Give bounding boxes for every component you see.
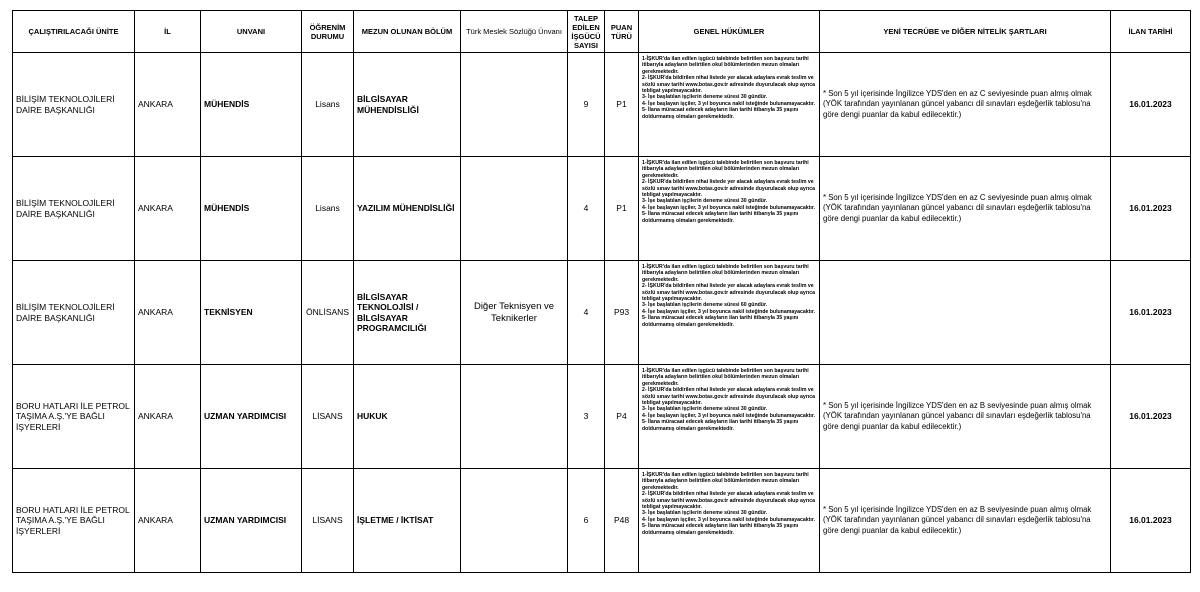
cell-ogrenim: LİSANS <box>302 469 354 573</box>
cell-unvan: UZMAN YARDIMCISI <box>201 365 302 469</box>
header-talep: TALEP EDİLEN İŞGÜCÜ SAYISI <box>568 11 605 53</box>
job-listing-document <box>12 10 1191 573</box>
cell-meslek <box>461 53 568 157</box>
cell-il: ANKARA <box>135 469 201 573</box>
cell-talep: 4 <box>568 261 605 365</box>
header-il: İL <box>135 11 201 53</box>
cell-yeni: * Son 5 yıl içerisinde İngilizce YDS'den en az C seviyesinde puan almış olmak (YÖK tarafından yayınlanan güncel yabancı dil sınavları eşdeğerlik tablosu'na göre dengi puanlar da kabul edilecektir.) <box>820 53 1111 157</box>
header-ilan: İLAN TARİHİ <box>1111 11 1191 53</box>
header-ogrenim: ÖĞRENİM DURUMU <box>302 11 354 53</box>
cell-il: ANKARA <box>135 365 201 469</box>
cell-unvan: MÜHENDİS <box>201 53 302 157</box>
cell-unvan: MÜHENDİS <box>201 157 302 261</box>
header-meslek: Türk Meslek Sözlüğü Ünvanı <box>461 11 568 53</box>
header-puan: PUAN TÜRÜ <box>605 11 639 53</box>
cell-talep: 3 <box>568 365 605 469</box>
cell-yeni <box>820 261 1111 365</box>
header-unvani: UNVANI <box>201 11 302 53</box>
cell-ogrenim: LİSANS <box>302 365 354 469</box>
cell-unite: BORU HATLARI İLE PETROL TAŞIMA A.Ş.'YE BAĞLI İŞYERLERİ <box>13 469 135 573</box>
cell-unvan: TEKNİSYEN <box>201 261 302 365</box>
cell-yeni: * Son 5 yıl içerisinde İngilizce YDS'den en az C seviyesinde puan almış olmak (YÖK tarafından yayınlanan güncel yabancı dil sınavları eşdeğerlik tablosu'na göre dengi puanlar da kabul edilecektir.) <box>820 157 1111 261</box>
cell-talep: 9 <box>568 53 605 157</box>
cell-genel: 1-İŞKUR'da ilan edilen işgücü talebinde belirtilen son başvuru tarihi itibarıyla adayların belirtilen okul bölümlerinden mezun olmaları gerekmektedir. 2- İŞKUR'da bildirilen nihai listede yer alacak adaylara evrak teslim ve sözlü sınav tarihi www.botas.gov.tr adresinde duyurulacak olup ayrıca tebligat yapılmayacaktır. 3- İşe başlatılan işçilerin deneme süresi 30 gündür. 4- İşe başlayan işçiler, 3 yıl boyunca nakil isteğinde bulunamayacaktır. 5- İlana müracaat edecek adayların ilan tarihi itibarıyla 35 yaşını doldurmamış olmaları gerekmektedir. <box>639 469 820 573</box>
cell-tarih: 16.01.2023 <box>1111 53 1191 157</box>
cell-meslek <box>461 365 568 469</box>
header-unite: ÇALIŞTIRILACAĞI ÜNİTE <box>13 11 135 53</box>
header-mezun: MEZUN OLUNAN BÖLÜM <box>354 11 461 53</box>
cell-genel: 1-İŞKUR'da ilan edilen işgücü talebinde belirtilen son başvuru tarihi itibarıyla adayların belirtilen okul bölümlerinden mezun olmaları gerekmektedir. 2- İŞKUR'da bildirilen nihai listede yer alacak adaylara evrak teslim ve sözlü sınav tarihi www.botas.gov.tr adresinde duyurulacak olup ayrıca tebligat yapılmayacaktır. 3- İşe başlatılan işçilerin deneme süresi 30 gündür. 4- İşe başlayan işçiler, 3 yıl boyunca nakil isteğinde bulunamayacaktır. 5- İlana müracaat edecek adayların ilan tarihi itibarıyla 35 yaşını doldurmamış olmaları gerekmektedir. <box>639 53 820 157</box>
cell-il: ANKARA <box>135 261 201 365</box>
table-header-row <box>13 11 1191 53</box>
table-row <box>13 365 1191 469</box>
cell-unvan: UZMAN YARDIMCISI <box>201 469 302 573</box>
cell-meslek <box>461 157 568 261</box>
cell-bolum: YAZILIM MÜHENDİSLİĞİ <box>354 157 461 261</box>
cell-genel: 1-İŞKUR'da ilan edilen işgücü talebinde belirtilen son başvuru tarihi itibarıyla adayların belirtilen okul bölümlerinden mezun olmaları gerekmektedir. 2- İŞKUR'da bildirilen nihai listede yer alacak adaylara evrak teslim ve sözlü sınav tarihi www.botas.gov.tr adresinde duyurulacak olup ayrıca tebligat yapılmayacaktır. 3- İşe başlatılan işçilerin deneme süresi 60 gündür. 4- İşe başlayan işçiler, 3 yıl boyunca nakil isteğinde bulunamayacaktır. 5- İlana müracaat edecek adayların ilan tarihi itibarıyla 35 yaşını doldurmamış olmaları gerekmektedir. <box>639 261 820 365</box>
cell-puan: P1 <box>605 157 639 261</box>
cell-unite: BİLİŞİM TEKNOLOJİLERİ DAİRE BAŞKANLIĞI <box>13 261 135 365</box>
cell-puan: P48 <box>605 469 639 573</box>
cell-yeni: * Son 5 yıl içerisinde İngilizce YDS'den en az B seviyesinde puan almış olmak (YÖK tarafından yayınlanan güncel yabancı dil sınavları eşdeğerlik tablosu'na göre dengi puanlar da kabul edilecektir.) <box>820 469 1111 573</box>
cell-bolum: BİLGİSAYAR TEKNOLOJİSİ / BİLGİSAYAR PROGRAMCILIĞI <box>354 261 461 365</box>
cell-puan: P4 <box>605 365 639 469</box>
cell-ogrenim: Lisans <box>302 157 354 261</box>
cell-puan: P93 <box>605 261 639 365</box>
cell-talep: 4 <box>568 157 605 261</box>
cell-yeni: * Son 5 yıl içerisinde İngilizce YDS'den en az B seviyesinde puan almış olmak (YÖK tarafından yayınlanan güncel yabancı dil sınavları eşdeğerlik tablosu'na göre dengi puanlar da kabul edilecektir.) <box>820 365 1111 469</box>
header-genel: GENEL HÜKÜMLER <box>639 11 820 53</box>
cell-meslek <box>461 469 568 573</box>
cell-unite: BİLİŞİM TEKNOLOJİLERİ DAİRE BAŞKANLIĞI <box>13 157 135 261</box>
cell-ogrenim: Lisans <box>302 53 354 157</box>
cell-bolum: İŞLETME / İKTİSAT <box>354 469 461 573</box>
table-row <box>13 261 1191 365</box>
cell-bolum: HUKUK <box>354 365 461 469</box>
table-row <box>13 469 1191 573</box>
cell-tarih: 16.01.2023 <box>1111 365 1191 469</box>
cell-unite: BİLİŞİM TEKNOLOJİLERİ DAİRE BAŞKANLIĞI <box>13 53 135 157</box>
cell-il: ANKARA <box>135 53 201 157</box>
cell-genel: 1-İŞKUR'da ilan edilen işgücü talebinde belirtilen son başvuru tarihi itibarıyla adayların belirtilen okul bölümlerinden mezun olmaları gerekmektedir. 2- İŞKUR'da bildirilen nihai listede yer alacak adaylara evrak teslim ve sözlü sınav tarihi www.botas.gov.tr adresinde duyurulacak olup ayrıca tebligat yapılmayacaktır. 3- İşe başlatılan işçilerin deneme süresi 30 gündür. 4- İşe başlayan işçiler, 3 yıl boyunca nakil isteğinde bulunamayacaktır. 5- İlana müracaat edecek adayların ilan tarihi itibarıyla 35 yaşını doldurmamış olmaları gerekmektedir. <box>639 157 820 261</box>
cell-puan: P1 <box>605 53 639 157</box>
cell-talep: 6 <box>568 469 605 573</box>
cell-unite: BORU HATLARI İLE PETROL TAŞIMA A.Ş.'YE BAĞLI İŞYERLERİ <box>13 365 135 469</box>
cell-tarih: 16.01.2023 <box>1111 469 1191 573</box>
cell-genel: 1-İŞKUR'da ilan edilen işgücü talebinde belirtilen son başvuru tarihi itibarıyla adayların belirtilen okul bölümlerinden mezun olmaları gerekmektedir. 2- İŞKUR'da bildirilen nihai listede yer alacak adaylara evrak teslim ve sözlü sınav tarihi www.botas.gov.tr adresinde duyurulacak olup ayrıca tebligat yapılmayacaktır. 3- İşe başlatılan işçilerin deneme süresi 30 gündür. 4- İşe başlayan işçiler, 3 yıl boyunca nakil isteğinde bulunamayacaktır. 5- İlana müracaat edecek adayların ilan tarihi itibarıyla 35 yaşını doldurmamış olmaları gerekmektedir. <box>639 365 820 469</box>
cell-tarih: 16.01.2023 <box>1111 261 1191 365</box>
cell-il: ANKARA <box>135 157 201 261</box>
table-row <box>13 53 1191 157</box>
table-row <box>13 157 1191 261</box>
header-yeni: YENİ TECRÜBE ve DİĞER NİTELİK ŞARTLARI <box>820 11 1111 53</box>
cell-tarih: 16.01.2023 <box>1111 157 1191 261</box>
cell-bolum: BİLGİSAYAR MÜHENDİSLİĞİ <box>354 53 461 157</box>
job-listing-table <box>12 10 1191 573</box>
cell-meslek: Diğer Teknisyen ve Teknikerler <box>461 261 568 365</box>
cell-ogrenim: ÖNLİSANS <box>302 261 354 365</box>
